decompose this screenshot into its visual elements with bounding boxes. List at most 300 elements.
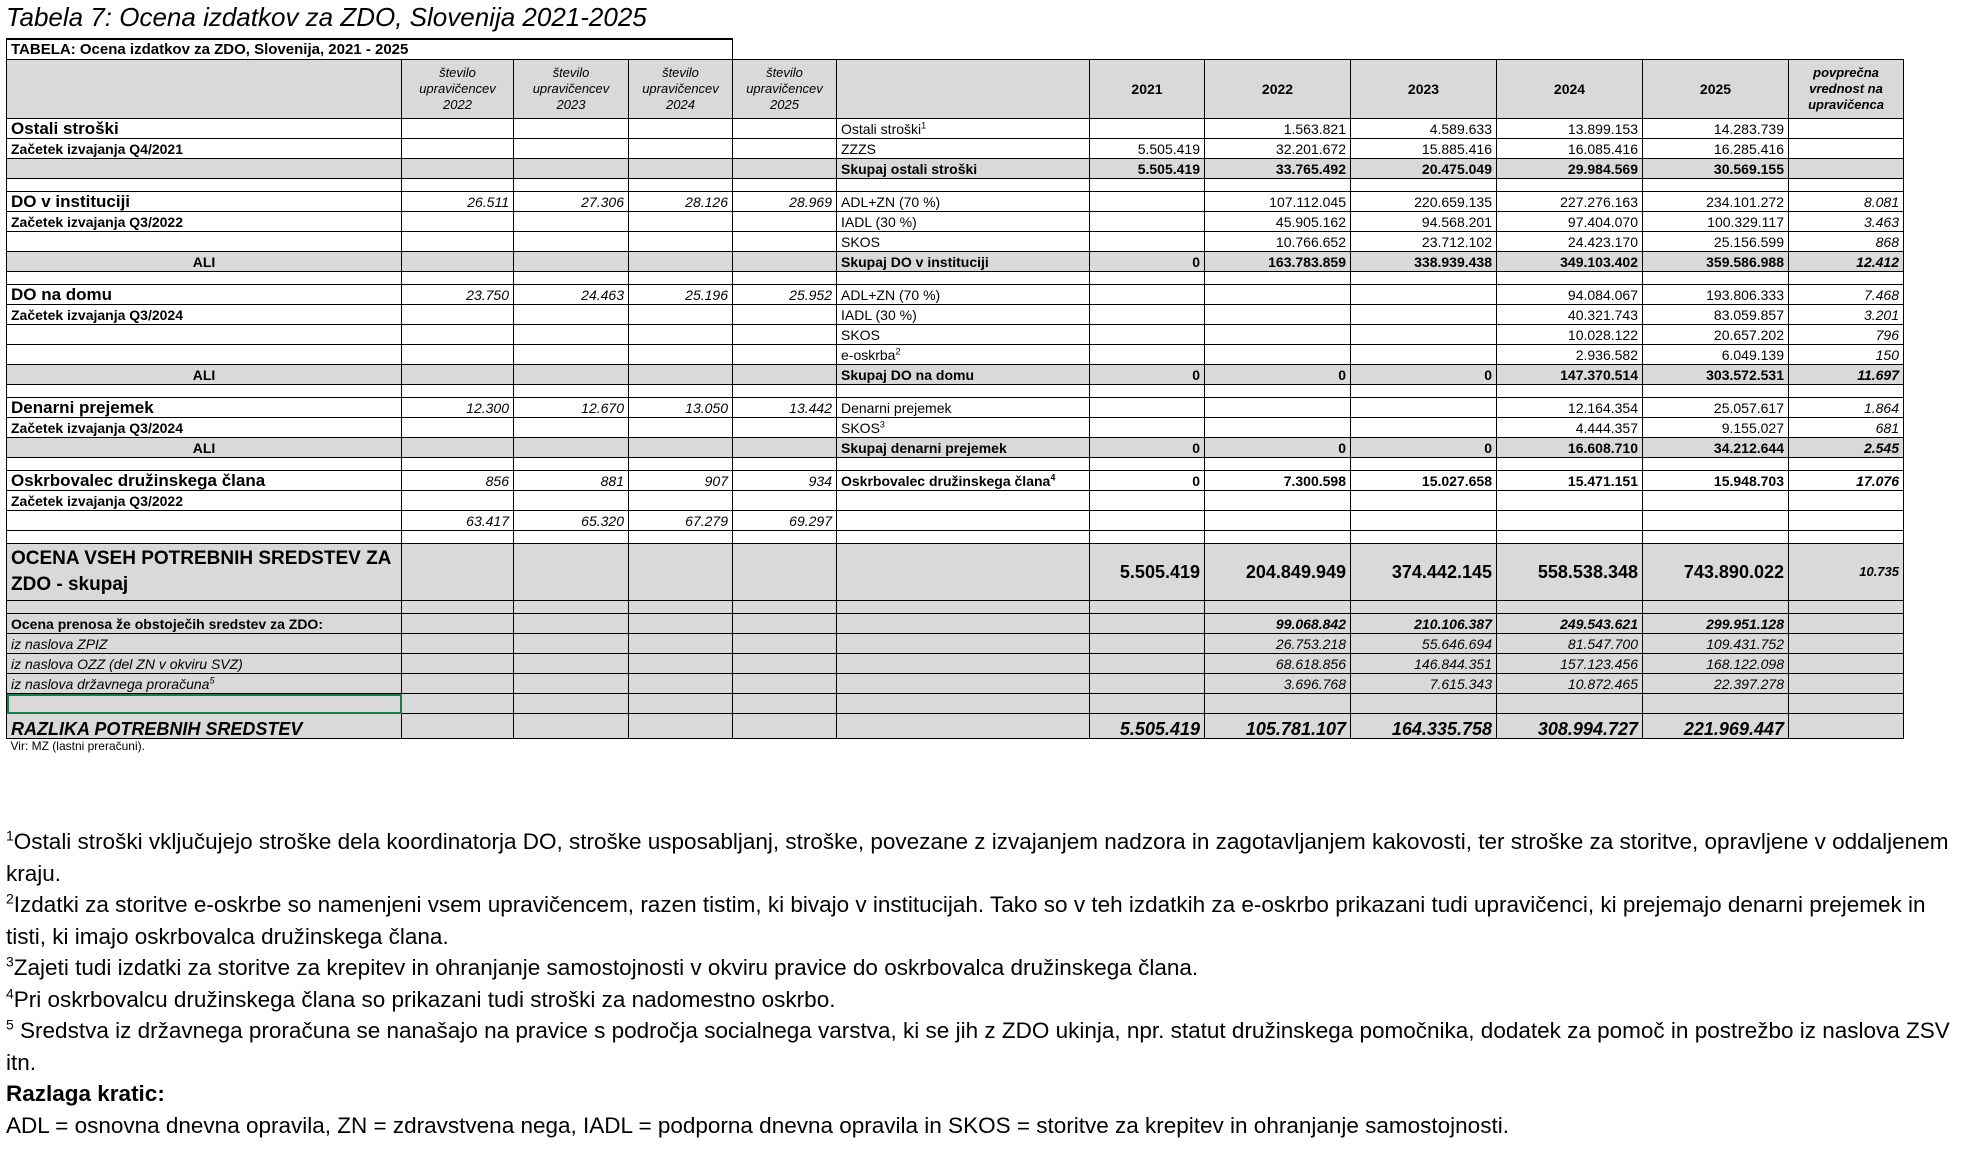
item-label [837,192,1090,212]
footnotes [6,826,1971,1141]
empty-cell [1090,601,1205,614]
empty-cell [1351,385,1497,398]
empty-cell [1351,694,1497,714]
value-cell [1351,398,1497,418]
empty-cell [629,694,733,714]
avg-cell [1789,119,1904,139]
empty-cell [1497,179,1643,192]
value-cell: 303.572.531 [1643,365,1789,385]
total-label: OCENA VSEH POTREBNIH SREDSTEV ZA ZDO - skupaj [7,544,402,601]
count-cell [402,305,514,325]
transfer-value: 26.753.218 [1205,634,1351,654]
count-cell [514,491,629,511]
table-row [7,179,1904,192]
table-row [7,272,1904,285]
avg-cell: 8.081 [1789,192,1904,212]
empty-cell [629,385,733,398]
row-label [7,325,402,345]
count-cell: 27.306 [514,192,629,212]
item-text: Ostali stroški [841,121,922,137]
value-cell: 33.765.492 [1205,159,1351,179]
count-cell [629,305,733,325]
header-count-2023: število upravičencev 2023 [514,60,629,119]
count-cell: 28.969 [733,192,837,212]
count-cell [514,345,629,365]
empty-cell [837,654,1090,674]
item-text: IADL (30 %) [841,307,917,323]
value-cell: 227.276.163 [1497,192,1643,212]
empty-cell [837,544,1090,601]
empty-cell [1351,601,1497,614]
empty-cell [1643,385,1789,398]
table-row [7,192,1904,212]
count-cell: 26.511 [402,192,514,212]
value-cell [1205,325,1351,345]
count-cell [402,232,514,252]
item-text: ADL+ZN (70 %) [841,194,941,210]
total-value: 374.442.145 [1351,544,1497,601]
empty-cell [1090,272,1205,285]
footnote-mark: 3 [879,419,885,430]
value-cell [1090,232,1205,252]
count-cell [514,232,629,252]
table-row [7,398,1904,418]
item-label [837,212,1090,232]
value-cell [1643,491,1789,511]
value-cell: 100.329.117 [1643,212,1789,232]
count-cell: 67.279 [629,511,733,531]
table-row [7,438,1904,458]
empty-cell [514,634,629,654]
difference-value: 105.781.107 [1205,714,1351,739]
transfer-value: 68.618.856 [1205,654,1351,674]
table-body [7,39,1904,754]
footnote-number: 2 [6,890,14,907]
value-cell [1090,212,1205,232]
count-cell [629,139,733,159]
count-cell [733,418,837,438]
footnote [6,1015,1971,1078]
footnote-number: 5 [6,1016,14,1033]
count-cell: 65.320 [514,511,629,531]
header-avg: povprečna vrednost na upravičenca [1789,60,1904,119]
table-row [7,365,1904,385]
count-cell [402,491,514,511]
footnote-mark: 1 [921,120,927,131]
transfer-value: 55.646.694 [1351,634,1497,654]
count-cell: 69.297 [733,511,837,531]
value-cell: 338.939.438 [1351,252,1497,272]
value-cell [1351,285,1497,305]
count-cell [514,305,629,325]
count-cell: 28.126 [629,192,733,212]
empty-cell [837,634,1090,654]
count-cell: 24.463 [514,285,629,305]
footnote [6,952,1971,984]
empty-cell [7,179,402,192]
empty-cell [629,458,733,471]
total-avg: 10.735 [1789,544,1904,601]
item-text: Skupaj DO na domu [841,367,975,383]
value-cell [1205,511,1351,531]
empty-cell [1643,272,1789,285]
value-cell [1351,511,1497,531]
count-cell [402,418,514,438]
count-cell [402,252,514,272]
value-cell: 1.563.821 [1205,119,1351,139]
count-cell [402,159,514,179]
avg-cell: 3.463 [1789,212,1904,232]
avg-cell [1789,159,1904,179]
empty-cell [1789,714,1904,739]
table-row [7,511,1904,531]
table-title: TABELA: Ocena izdatkov za ZDO, Slovenija, 2021 - 2025 [7,39,733,60]
count-cell [514,418,629,438]
empty-cell [837,385,1090,398]
value-cell: 34.212.644 [1643,438,1789,458]
value-cell: 24.423.170 [1497,232,1643,252]
count-cell [733,305,837,325]
count-cell [514,365,629,385]
empty-cell [402,272,514,285]
item-label [837,119,1090,139]
empty-cell [733,272,837,285]
empty-cell [629,634,733,654]
value-cell [1205,305,1351,325]
value-cell [1351,305,1497,325]
difference-value: 164.335.758 [1351,714,1497,739]
empty-cell [1090,179,1205,192]
avg-cell [1789,511,1904,531]
item-label [837,285,1090,305]
footnote-text: Pri oskrbovalcu družinskega člana so prikazani tudi stroški za nadomestno oskrbo. [13,986,836,1012]
empty-cell [402,385,514,398]
empty-cell [1789,634,1904,654]
value-cell [1351,418,1497,438]
empty-cell [1789,458,1904,471]
footnote-text: Sredstva iz državnega proračuna se nanašajo na pravice s področja socialnega varstva, ki se jih z ZDO ukinja, npr. statut družinskega pomočnika, dodatek za pomoč in postrežbo iz naslova ZSV itn. [6,1018,1950,1075]
item-text: ZZZS [841,141,876,157]
empty-cell [837,694,1090,714]
empty-cell [733,544,837,601]
empty-cell [733,385,837,398]
count-cell: 881 [514,471,629,491]
empty-cell [629,714,733,739]
transfer-value: 81.547.700 [1497,634,1643,654]
empty-cell [1643,179,1789,192]
table-row [7,385,1904,398]
transfer-value: 3.696.768 [1205,674,1351,694]
empty-cell [1205,531,1351,544]
item-text: Skupaj DO v instituciji [841,254,989,270]
empty-cell [1090,531,1205,544]
value-cell: 40.321.743 [1497,305,1643,325]
empty-cell [733,634,837,654]
row-label: Začetek izvajanja Q4/2021 [7,139,402,159]
empty-cell [733,601,837,614]
empty-cell [629,601,733,614]
avg-cell: 1.864 [1789,398,1904,418]
count-cell [402,325,514,345]
item-label [837,418,1090,438]
count-cell [629,418,733,438]
transfer-value [1090,654,1205,674]
empty-cell [1497,385,1643,398]
header-year-2023: 2023 [1351,60,1497,119]
value-cell [1090,119,1205,139]
value-cell: 5.505.419 [1090,159,1205,179]
value-cell: 25.156.599 [1643,232,1789,252]
empty-cell [1789,614,1904,634]
footnote [6,889,1971,952]
empty-cell [514,458,629,471]
row-label: DO na domu [7,285,402,305]
item-text: Oskrbovalec družinskega člana [841,473,1051,489]
avg-cell: 17.076 [1789,471,1904,491]
empty-cell [733,458,837,471]
value-cell [1090,398,1205,418]
count-cell [402,119,514,139]
transfer-text: iz naslova ZPIZ [11,636,108,652]
row-label: ALI [7,252,402,272]
empty-cell [1205,272,1351,285]
value-cell: 0 [1205,365,1351,385]
transfer-value: 22.397.278 [1643,674,1789,694]
empty-cell [837,458,1090,471]
item-label [837,305,1090,325]
empty-cell [837,714,1090,739]
empty-cell [7,385,402,398]
value-cell: 0 [1351,438,1497,458]
transfer-value: 249.543.621 [1497,614,1643,634]
empty-cell [514,531,629,544]
value-cell: 23.712.102 [1351,232,1497,252]
total-value: 5.505.419 [1090,544,1205,601]
footnote-number: 3 [6,953,14,970]
empty-cell [1497,458,1643,471]
count-cell [733,139,837,159]
table-row [7,458,1904,471]
avg-cell: 12.412 [1789,252,1904,272]
value-cell: 147.370.514 [1497,365,1643,385]
empty-cell [514,714,629,739]
value-cell: 25.057.617 [1643,398,1789,418]
value-cell [1090,305,1205,325]
transfer-text: Ocena prenosa že obstoječih sredstev za ZDO: [11,616,323,632]
empty-cell [837,614,1090,634]
total-value: 558.538.348 [1497,544,1643,601]
footnote-text: Zajeti tudi izdatki za storitve za krepitev in ohranjanje samostojnosti v okviru pravice do oskrbovalca družinskega člana. [13,955,1199,980]
item-text: IADL (30 %) [841,214,917,230]
count-cell [629,159,733,179]
transfer-row [7,634,1904,654]
item-label [837,345,1090,365]
value-cell [1090,345,1205,365]
value-cell [1205,418,1351,438]
count-cell: 63.417 [402,511,514,531]
value-cell: 20.475.049 [1351,159,1497,179]
empty-cell [402,714,514,739]
table-row [7,139,1904,159]
transfer-label [7,614,402,634]
selected-cell[interactable] [7,694,402,714]
header-count-2022: število upravičencev 2022 [402,60,514,119]
value-cell [1205,285,1351,305]
empty-cell [7,531,402,544]
count-cell [733,491,837,511]
count-cell: 13.050 [629,398,733,418]
transfer-row [7,654,1904,674]
value-cell [1090,491,1205,511]
count-cell [629,438,733,458]
empty-cell [733,614,837,634]
row-label [7,232,402,252]
count-cell [733,119,837,139]
row-label [7,345,402,365]
empty-cell [1497,694,1643,714]
count-cell [629,491,733,511]
value-cell [1497,511,1643,531]
transfer-text: iz naslova državnega proračuna [11,676,210,692]
item-label [837,398,1090,418]
item-text: SKOS [841,327,880,343]
empty-cell [1789,179,1904,192]
table-caption: Tabela 7: Ocena izdatkov za ZDO, Slovenija 2021-2025 [6,2,647,32]
count-cell: 12.300 [402,398,514,418]
transfer-row [7,614,1904,634]
empty-cell [1351,458,1497,471]
value-cell: 4.589.633 [1351,119,1497,139]
empty-cell [1643,601,1789,614]
total-value: 204.849.949 [1205,544,1351,601]
empty-cell [1351,531,1497,544]
item-text: SKOS [841,420,880,436]
transfer-value: 210.106.387 [1351,614,1497,634]
empty-cell [1789,674,1904,694]
value-cell: 30.569.155 [1643,159,1789,179]
count-cell: 25.952 [733,285,837,305]
abbreviations-title: Razlaga kratic: [6,1081,165,1106]
count-cell [629,252,733,272]
count-cell [402,212,514,232]
empty-cell [837,272,1090,285]
count-cell [733,232,837,252]
value-cell: 6.049.139 [1643,345,1789,365]
transfer-value: 7.615.343 [1351,674,1497,694]
value-cell [1205,345,1351,365]
transfer-value [1090,614,1205,634]
footnote-text: Ostali stroški vključujejo stroške dela koordinatorja DO, stroške usposabljanj, stroške, povezane z izvajanjem nadzora in zagotavljanjem kakovosti, ter stroške za storitve, opravljene v oddaljenem kraju. [6,829,1949,886]
empty-cell [629,544,733,601]
count-cell [733,212,837,232]
transfer-label [7,634,402,654]
transfer-value: 157.123.456 [1497,654,1643,674]
value-cell: 29.984.569 [1497,159,1643,179]
value-cell: 193.806.333 [1643,285,1789,305]
empty-cell [514,385,629,398]
footnote-text: Izdatki za storitve e-oskrbe so namenjeni vsem upravičencem, razen tistim, ki bivajo v institucijah. Tako so v teh izdatkih za e-oskrbo prikazani tudi upravičenci, ki prejemajo denarni prejemek in tisti, ki imajo oskrbovalca družinskega člana. [6,892,1926,949]
total-value: 743.890.022 [1643,544,1789,601]
item-text: Skupaj denarni prejemek [841,440,1007,456]
empty-cell [1789,531,1904,544]
item-label [837,159,1090,179]
empty-cell [1205,179,1351,192]
avg-cell: 868 [1789,232,1904,252]
empty-cell [1205,694,1351,714]
footnote-mark: 2 [895,346,901,357]
count-cell [402,438,514,458]
transfer-label [7,654,402,674]
avg-cell: 3.201 [1789,305,1904,325]
table-row [7,305,1904,325]
count-cell [402,365,514,385]
item-label [837,511,1090,531]
value-cell: 16.608.710 [1497,438,1643,458]
empty-cell [1789,601,1904,614]
value-cell [1090,325,1205,345]
value-cell [1643,511,1789,531]
value-cell [1090,511,1205,531]
header-year-2025: 2025 [1643,60,1789,119]
count-cell [733,345,837,365]
count-cell [629,365,733,385]
value-cell: 163.783.859 [1205,252,1351,272]
abbreviations-text: ADL = osnovna dnevna opravila, ZN = zdravstvena nega, IADL = podporna dnevna opravila in SKOS = storitve za krepitev in ohranjanje samostojnosti. [6,1112,1509,1138]
row-label [7,511,402,531]
header-year-2021: 2021 [1090,60,1205,119]
empty-cell [1090,694,1205,714]
empty-cell [733,674,837,694]
count-cell: 907 [629,471,733,491]
empty-cell [837,531,1090,544]
header-count-2024: število upravičencev 2024 [629,60,733,119]
value-cell: 16.285.416 [1643,139,1789,159]
transfer-value [1090,674,1205,694]
table-row [7,159,1904,179]
avg-cell: 11.697 [1789,365,1904,385]
count-cell: 13.442 [733,398,837,418]
value-cell: 14.283.739 [1643,119,1789,139]
avg-cell: 796 [1789,325,1904,345]
count-cell [733,365,837,385]
value-cell: 5.505.419 [1090,139,1205,159]
value-cell [1205,398,1351,418]
empty-cell [1789,694,1904,714]
empty-cell [514,179,629,192]
empty-cell [514,694,629,714]
count-cell [733,252,837,272]
empty-cell [629,614,733,634]
avg-cell: 7.468 [1789,285,1904,305]
value-cell: 94.568.201 [1351,212,1497,232]
value-cell: 15.948.703 [1643,471,1789,491]
value-cell: 349.103.402 [1497,252,1643,272]
transfer-value: 10.872.465 [1497,674,1643,694]
count-cell [733,159,837,179]
empty-cell [7,458,402,471]
value-cell: 234.101.272 [1643,192,1789,212]
transfer-value: 99.068.842 [1205,614,1351,634]
empty-cell [7,601,402,614]
expense-table [6,38,1904,754]
transfer-row [7,674,1904,694]
value-cell [1090,192,1205,212]
empty-cell [1789,654,1904,674]
value-cell: 0 [1090,252,1205,272]
value-cell: 97.404.070 [1497,212,1643,232]
avg-cell [1789,491,1904,511]
item-text: Skupaj ostali stroški [841,161,978,177]
